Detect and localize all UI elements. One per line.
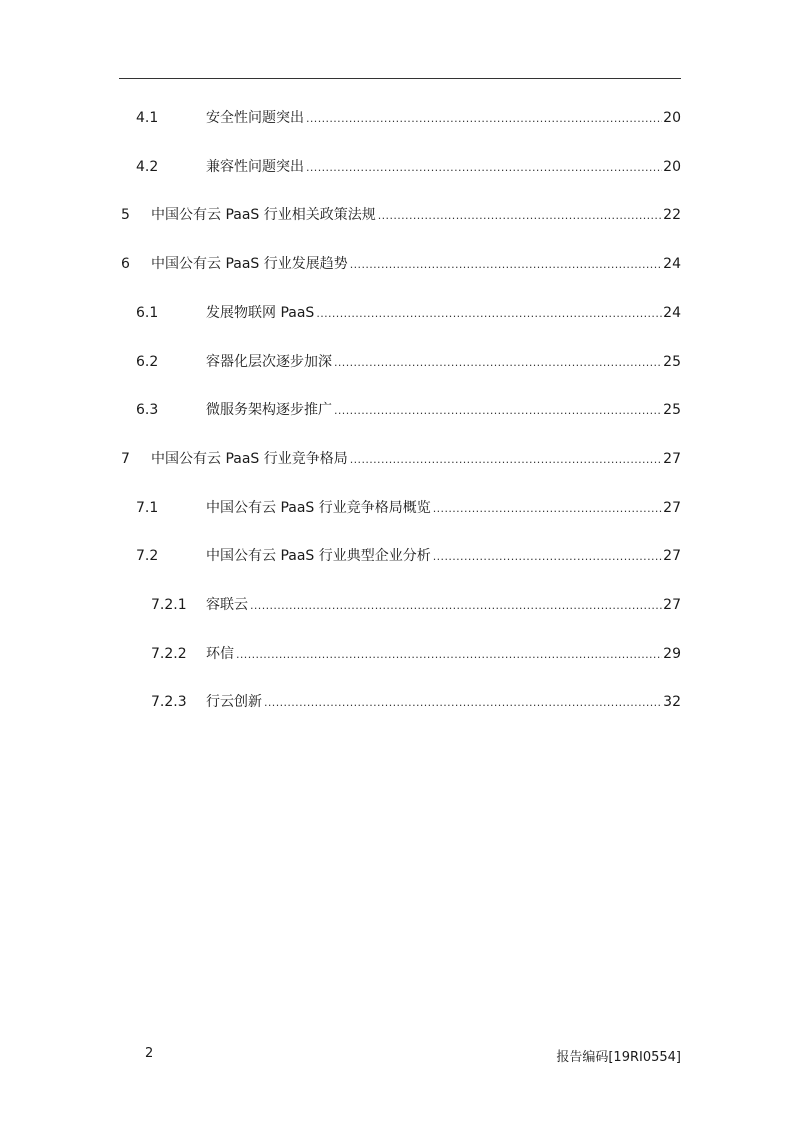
toc-dot-leader (306, 158, 662, 178)
toc-entry[interactable] (0, 546, 800, 566)
toc-entry-page: 27 (663, 500, 681, 516)
toc-entry-number: 6.3 (136, 402, 159, 418)
toc-entry-page: 27 (663, 451, 681, 467)
toc-entry-number: 6 (121, 256, 130, 272)
toc-dot-leader (306, 109, 662, 129)
footer-report-code: 报告编码[19RI0554] (556, 1050, 681, 1065)
toc-entry-body (206, 546, 681, 567)
toc-entry-page: 27 (663, 548, 681, 564)
toc-entry[interactable] (0, 498, 800, 518)
toc-entry[interactable] (0, 400, 800, 420)
toc-entry-page: 22 (663, 207, 681, 223)
toc-dot-leader (334, 401, 662, 421)
toc-entry-title: 中国公有云 PaaS 行业竞争格局 (151, 451, 348, 467)
toc-entry-title: 容联云 (206, 597, 248, 613)
toc-entry-body (206, 400, 681, 421)
toc-entry-body (206, 644, 681, 665)
toc-dot-leader (433, 499, 662, 519)
toc-entry[interactable] (0, 108, 800, 128)
toc-entry-page: 24 (663, 305, 681, 321)
toc-entry-number: 7.2.2 (151, 646, 187, 662)
toc-entry-number: 7.2 (136, 548, 159, 564)
toc-dot-leader (334, 353, 662, 373)
toc-entry-body (206, 303, 681, 324)
toc-entry-number: 7.2.1 (151, 597, 187, 613)
toc-entry-body (151, 449, 681, 470)
toc-entry-title: 中国公有云 PaaS 行业发展趋势 (151, 256, 348, 272)
toc-entry-body (151, 205, 681, 226)
toc-entry[interactable] (0, 644, 800, 664)
toc-entry-title: 行云创新 (206, 694, 262, 710)
toc-entry-body (206, 108, 681, 129)
toc-entry-body (206, 595, 681, 616)
toc-dot-leader (236, 645, 662, 665)
toc-entry[interactable] (0, 157, 800, 177)
toc-entry[interactable] (0, 303, 800, 323)
toc-entry-number: 7 (121, 451, 130, 467)
toc-entry-body (151, 254, 681, 275)
toc-entry[interactable] (0, 205, 800, 225)
toc-entry-page: 29 (663, 646, 681, 662)
toc-entry-title: 微服务架构逐步推广 (206, 402, 332, 418)
toc-entry-body (206, 692, 681, 713)
toc-entry-page: 25 (663, 402, 681, 418)
toc-entry-page: 20 (663, 159, 681, 175)
toc-dot-leader (378, 206, 662, 226)
toc-entry-page: 27 (663, 597, 681, 613)
toc-entry-title: 中国公有云 PaaS 行业竞争格局概览 (206, 500, 431, 516)
toc-entry[interactable] (0, 692, 800, 712)
toc-entry-title: 安全性问题突出 (206, 110, 304, 126)
toc-dot-leader (350, 255, 662, 275)
toc-entry-title: 中国公有云 PaaS 行业相关政策法规 (151, 207, 376, 223)
toc-entry-number: 4.2 (136, 159, 159, 175)
toc-entry-number: 6.2 (136, 354, 159, 370)
toc-entry-page: 24 (663, 256, 681, 272)
toc-entry-page: 32 (663, 694, 681, 710)
toc-entry-title: 发展物联网 PaaS (206, 305, 315, 321)
toc-entry[interactable] (0, 595, 800, 615)
toc-entry[interactable] (0, 449, 800, 469)
toc-entry-number: 7.2.3 (151, 694, 187, 710)
toc-entry-title: 环信 (206, 646, 234, 662)
toc-dot-leader (350, 450, 662, 470)
toc-entry-number: 5 (121, 207, 130, 223)
toc-entry-title: 中国公有云 PaaS 行业典型企业分析 (206, 548, 431, 564)
toc-dot-leader (250, 596, 662, 616)
toc-entry-page: 25 (663, 354, 681, 370)
toc-entry-title: 兼容性问题突出 (206, 159, 304, 175)
toc-entry-title: 容器化层次逐步加深 (206, 354, 332, 370)
toc-entry-body (206, 157, 681, 178)
toc-entry-number: 6.1 (136, 305, 159, 321)
toc-dot-leader (264, 693, 662, 713)
toc-entry-number: 7.1 (136, 500, 159, 516)
footer-page-number: 2 (145, 1046, 154, 1061)
toc-entry-page: 20 (663, 110, 681, 126)
toc-entry[interactable] (0, 254, 800, 274)
toc-entry-body (206, 498, 681, 519)
toc-entry-body (206, 352, 681, 373)
header-rule (119, 78, 681, 79)
toc-entry-number: 4.1 (136, 110, 159, 126)
toc-dot-leader (316, 304, 662, 324)
toc-dot-leader (433, 547, 662, 567)
toc-entry[interactable] (0, 352, 800, 372)
